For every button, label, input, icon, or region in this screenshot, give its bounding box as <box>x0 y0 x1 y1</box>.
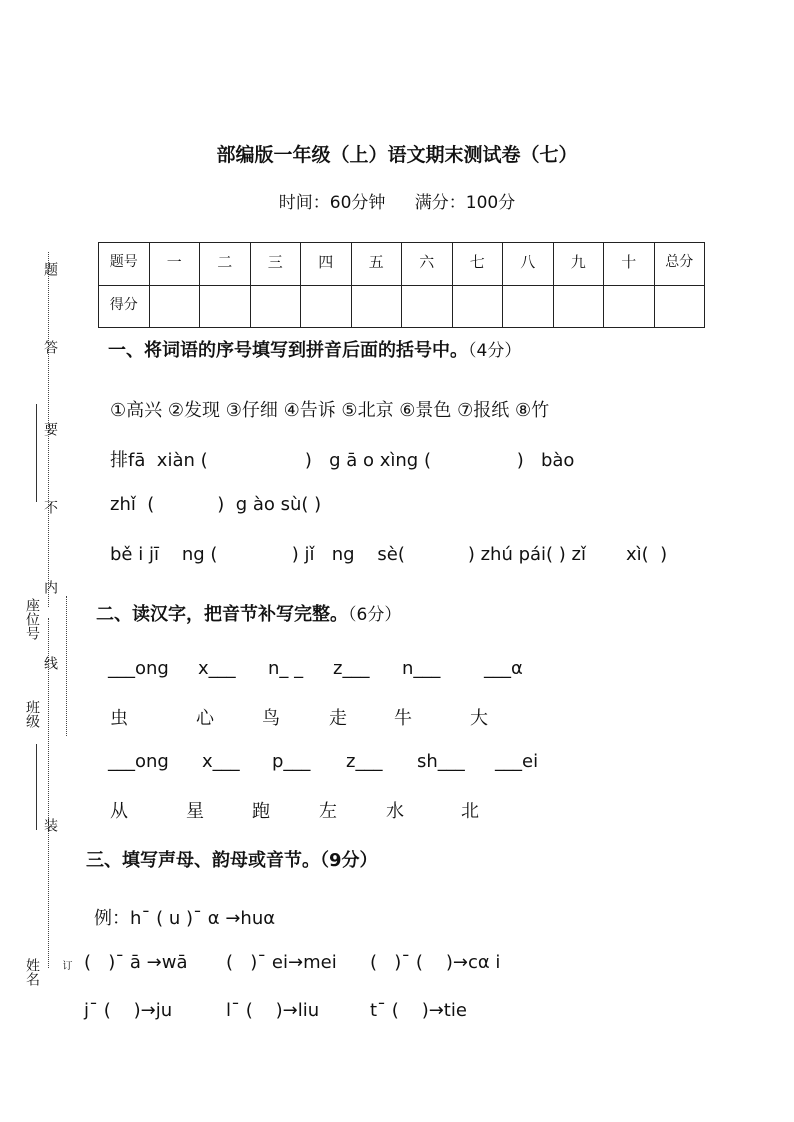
section3-item[interactable]: t¯ ( )→tie <box>370 1000 467 1021</box>
score-table <box>98 242 705 328</box>
exam-full-score: 满分：100分 <box>414 193 516 213</box>
pinyin-blank[interactable]: x___ <box>198 658 236 679</box>
hanzi-char: 走 <box>329 708 347 729</box>
page-title: 部编版一年级（上）语文期末测试卷（七） <box>216 144 578 166</box>
pinyin-blank[interactable]: p___ <box>272 751 311 772</box>
hanzi-char: 左 <box>319 801 337 822</box>
pinyin-blank[interactable]: z___ <box>333 658 370 679</box>
score-col-7: 七 <box>452 243 503 286</box>
score-col-total: 总分 <box>654 243 705 286</box>
score-col-2: 二 <box>200 243 251 286</box>
section3-heading <box>86 846 378 872</box>
score-cell[interactable] <box>250 286 301 328</box>
exam-time: 时间：60分钟 <box>278 193 386 213</box>
binding-char-da: 答 <box>42 340 58 354</box>
binding-char-zhuang: 装 <box>42 818 58 832</box>
score-cell[interactable] <box>604 286 655 328</box>
section2-heading <box>96 600 401 626</box>
name-label: 姓名 <box>24 958 40 986</box>
exam-info <box>0 188 794 213</box>
hanzi-char: 鸟 <box>262 708 280 729</box>
hanzi-char: 星 <box>186 801 204 822</box>
section3-heading-text: 三、填写声母、韵母或音节。 <box>86 850 320 871</box>
section2-points: （6分） <box>348 605 402 625</box>
seat-number-label: 座位号 <box>24 598 40 640</box>
section1-heading <box>108 336 521 362</box>
pinyin-blank[interactable]: ___ong <box>108 658 169 679</box>
score-cell[interactable] <box>351 286 402 328</box>
section3-points: （9分） <box>320 850 378 871</box>
pinyin-blank[interactable]: n___ <box>402 658 441 679</box>
score-cell[interactable] <box>402 286 453 328</box>
score-cell[interactable] <box>200 286 251 328</box>
score-col-6: 六 <box>402 243 453 286</box>
score-cell[interactable] <box>503 286 554 328</box>
score-col-1: 一 <box>149 243 200 286</box>
section1-line3: bě i jī ng ( ) jǐ ng sè( ) zhú pái( ) zǐ xì( ) <box>110 544 668 565</box>
binding-char-xian: 线 <box>42 656 58 670</box>
hanzi-char: 心 <box>196 708 214 729</box>
pinyin-blank[interactable]: ___ei <box>495 751 539 772</box>
section1-word-list: ①高兴 ②发现 ③仔细 ④告诉 ⑤北京 ⑥景色 ⑦报纸 ⑧竹 <box>110 400 550 421</box>
score-col-4: 四 <box>301 243 352 286</box>
hanzi-char: 水 <box>386 801 404 822</box>
hanzi-char: 从 <box>110 801 128 822</box>
binding-char-nei: 内 <box>42 580 58 594</box>
section3-item[interactable]: ( )¯ ā →wā <box>84 952 188 973</box>
score-table-label-score: 得分 <box>99 286 150 328</box>
score-table-score-row <box>99 286 705 328</box>
score-col-3: 三 <box>250 243 301 286</box>
score-cell[interactable] <box>654 286 705 328</box>
score-col-9: 九 <box>553 243 604 286</box>
score-cell[interactable] <box>149 286 200 328</box>
score-col-5: 五 <box>351 243 402 286</box>
hanzi-char: 跑 <box>252 801 270 822</box>
hanzi-char: 大 <box>470 708 488 729</box>
hanzi-char: 北 <box>461 801 479 822</box>
score-table-label-number: 题号 <box>99 243 150 286</box>
section3-item[interactable]: l¯ ( )→liu <box>226 1000 320 1021</box>
binding-char-bu: 不 <box>42 500 58 514</box>
section3-example: 例：h¯ ( u )¯ α →huα <box>94 908 276 929</box>
pinyin-blank[interactable]: sh___ <box>417 751 465 772</box>
section1-line2: zhǐ ( ) g ào sù( ) <box>110 494 322 515</box>
hanzi-char: 虫 <box>110 708 128 729</box>
section3-item[interactable]: ( )¯ ei→mei <box>226 952 337 973</box>
pinyin-blank[interactable]: z___ <box>346 751 383 772</box>
section1-points: （4分） <box>468 341 522 361</box>
pinyin-blank[interactable]: x___ <box>202 751 240 772</box>
pinyin-blank[interactable]: ___α <box>484 658 523 679</box>
section1-heading-text: 一、将词语的序号填写到拼音后面的括号中。 <box>108 340 468 361</box>
binding-char-ding: 订 <box>60 960 71 970</box>
binding-char-ti: 题 <box>42 262 58 276</box>
hanzi-char: 牛 <box>394 708 412 729</box>
section3-item[interactable]: j¯ ( )→ju <box>84 1000 173 1021</box>
section2-heading-text: 二、读汉字，把音节补写完整。 <box>96 604 348 625</box>
score-col-10: 十 <box>604 243 655 286</box>
section3-item[interactable]: ( )¯ ( )→cα i <box>370 952 501 973</box>
section1-line1: 排fā xiàn ( ) g ā o xìng ( ) bào <box>110 450 575 471</box>
pinyin-blank[interactable]: ___ong <box>108 751 169 772</box>
score-col-8: 八 <box>503 243 554 286</box>
class-label: 班级 <box>24 700 40 728</box>
score-cell[interactable] <box>553 286 604 328</box>
binding-char-yao: 要 <box>42 422 58 436</box>
score-table-header-row <box>99 243 705 286</box>
score-cell[interactable] <box>301 286 352 328</box>
score-cell[interactable] <box>452 286 503 328</box>
pinyin-blank[interactable]: n_ _ <box>268 658 304 679</box>
